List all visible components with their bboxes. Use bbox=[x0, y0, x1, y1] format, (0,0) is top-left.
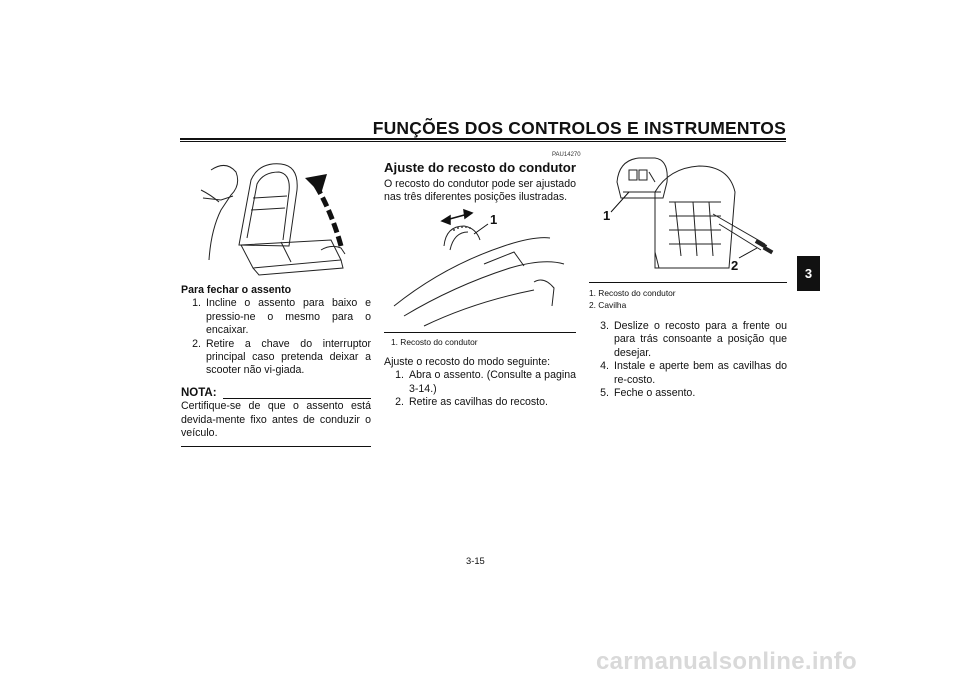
list-item bbox=[589, 387, 787, 400]
nota-label: NOTA: bbox=[181, 386, 217, 399]
list-item bbox=[181, 338, 371, 378]
step-number: 4. bbox=[600, 360, 609, 373]
step-text: Retire a chave do interruptor principal caso pretenda deixar a scooter não vi-giada. bbox=[206, 337, 371, 377]
right-steps bbox=[589, 320, 787, 400]
nota-box bbox=[181, 387, 371, 448]
header-rule-thin bbox=[180, 141, 786, 142]
callout-1: 1 bbox=[490, 212, 498, 227]
callout-2: 2 bbox=[731, 258, 739, 273]
procedure-intro: Ajuste o recosto do modo seguinte: bbox=[384, 356, 551, 368]
list-item bbox=[384, 396, 576, 409]
watermark: carmanualsonline.info bbox=[596, 648, 858, 675]
step-text: Incline o assento para baixo e pressio-ne o mesmo para o encaixar. bbox=[206, 297, 371, 337]
step-number: 1. bbox=[395, 369, 404, 382]
figure-close-seat bbox=[181, 150, 371, 278]
list-item bbox=[181, 297, 371, 337]
page-number: 3-15 bbox=[466, 555, 485, 566]
nota-text: Certifique-se de que o assento está devida-mente fixo antes de conduzir o veículo. bbox=[181, 400, 371, 440]
step-number: 2. bbox=[395, 396, 404, 409]
step-number: 1. bbox=[192, 297, 201, 310]
backrest-illustration bbox=[384, 206, 576, 332]
figure-backrest-bolts bbox=[589, 152, 787, 283]
figure-caption: 1. Recosto do condutor bbox=[391, 337, 478, 347]
step-number: 2. bbox=[192, 337, 201, 350]
list-item bbox=[589, 360, 787, 387]
seat-closing-illustration bbox=[181, 150, 371, 278]
step-text: Abra o assento. (Consulte a pagina 3-14.) bbox=[409, 369, 576, 395]
figure-captions bbox=[589, 287, 676, 311]
step-number: 3. bbox=[600, 320, 609, 332]
step-number: 5. bbox=[600, 387, 609, 400]
figure-caption: 1. Recosto do condutor bbox=[589, 288, 676, 298]
callout-1: 1 bbox=[603, 208, 611, 223]
chapter-tab: 3 bbox=[797, 256, 820, 291]
nota-rule bbox=[223, 398, 371, 399]
nota-bottom-rule bbox=[181, 440, 371, 447]
left-column bbox=[181, 284, 371, 447]
step-text: Deslize o recosto para a frente ou para trás consoante a posição que desejar. bbox=[614, 320, 787, 359]
figure-backrest-positions bbox=[384, 206, 576, 333]
section-heading: Ajuste do recosto do condutor bbox=[384, 160, 576, 175]
procedure bbox=[384, 356, 576, 410]
list-item bbox=[384, 369, 576, 396]
backrest-bolts-illustration bbox=[589, 152, 787, 282]
step-text: Feche o assento. bbox=[614, 387, 696, 400]
header-rule bbox=[180, 138, 786, 140]
page-title: FUNÇÕES DOS CONTROLOS E INSTRUMENTOS bbox=[372, 118, 786, 138]
section-intro: O recosto do condutor pode ser ajustado nas três diferentes posições ilustradas. bbox=[384, 178, 576, 204]
step-text: Instale e aperte bem as cavilhas do re-costo. bbox=[614, 360, 787, 386]
list-item bbox=[589, 320, 787, 360]
figure-caption: 2. Cavilha bbox=[589, 300, 627, 310]
section-code: PAU14270 bbox=[552, 152, 581, 158]
step-text: Retire as cavilhas do recosto. bbox=[409, 396, 548, 409]
subheading-close-seat: Para fechar o assento bbox=[181, 284, 292, 296]
